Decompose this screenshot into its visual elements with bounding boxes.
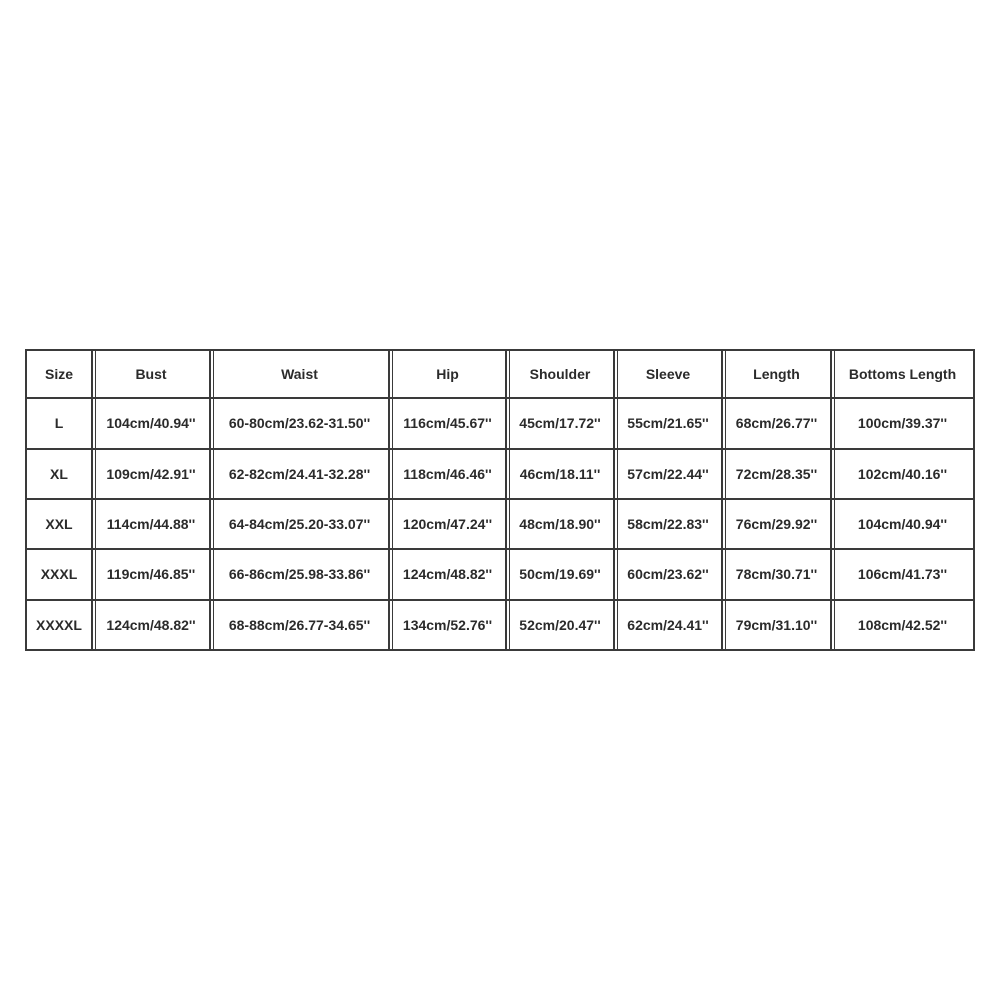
- cell-waist: 66-86cm/25.98-33.86'': [211, 550, 390, 600]
- cell-hip: 118cm/46.46'': [390, 450, 507, 500]
- header-sleeve: Sleeve: [615, 349, 723, 399]
- cell-bust: 124cm/48.82'': [93, 601, 211, 651]
- cell-bottoms-length: 106cm/41.73'': [832, 550, 975, 600]
- cell-bottoms-length: 100cm/39.37'': [832, 399, 975, 449]
- header-size: Size: [25, 349, 93, 399]
- cell-bust: 109cm/42.91'': [93, 450, 211, 500]
- cell-size: L: [25, 399, 93, 449]
- cell-shoulder: 45cm/17.72'': [507, 399, 615, 449]
- cell-bottoms-length: 102cm/40.16'': [832, 450, 975, 500]
- header-bottoms-length: Bottoms Length: [832, 349, 975, 399]
- table-row: [25, 500, 975, 550]
- cell-waist: 68-88cm/26.77-34.65'': [211, 601, 390, 651]
- cell-length: 78cm/30.71'': [723, 550, 832, 600]
- cell-bust: 114cm/44.88'': [93, 500, 211, 550]
- cell-bottoms-length: 108cm/42.52'': [832, 601, 975, 651]
- cell-size: XXL: [25, 500, 93, 550]
- cell-length: 72cm/28.35'': [723, 450, 832, 500]
- table-row: [25, 550, 975, 600]
- cell-waist: 60-80cm/23.62-31.50'': [211, 399, 390, 449]
- cell-sleeve: 58cm/22.83'': [615, 500, 723, 550]
- cell-length: 79cm/31.10'': [723, 601, 832, 651]
- cell-length: 68cm/26.77'': [723, 399, 832, 449]
- cell-size: XXXL: [25, 550, 93, 600]
- cell-sleeve: 57cm/22.44'': [615, 450, 723, 500]
- cell-shoulder: 52cm/20.47'': [507, 601, 615, 651]
- header-shoulder: Shoulder: [507, 349, 615, 399]
- table-row: [25, 399, 975, 449]
- cell-waist: 64-84cm/25.20-33.07'': [211, 500, 390, 550]
- table-row: [25, 450, 975, 500]
- cell-bust: 104cm/40.94'': [93, 399, 211, 449]
- size-chart-table: [25, 349, 975, 651]
- header-hip: Hip: [390, 349, 507, 399]
- table-row: [25, 601, 975, 651]
- cell-hip: 134cm/52.76'': [390, 601, 507, 651]
- header-waist: Waist: [211, 349, 390, 399]
- cell-size: XL: [25, 450, 93, 500]
- cell-bottoms-length: 104cm/40.94'': [832, 500, 975, 550]
- cell-shoulder: 50cm/19.69'': [507, 550, 615, 600]
- cell-hip: 116cm/45.67'': [390, 399, 507, 449]
- cell-hip: 120cm/47.24'': [390, 500, 507, 550]
- cell-size: XXXXL: [25, 601, 93, 651]
- cell-sleeve: 55cm/21.65'': [615, 399, 723, 449]
- header-bust: Bust: [93, 349, 211, 399]
- cell-shoulder: 48cm/18.90'': [507, 500, 615, 550]
- header-row: [25, 349, 975, 399]
- cell-bust: 119cm/46.85'': [93, 550, 211, 600]
- cell-length: 76cm/29.92'': [723, 500, 832, 550]
- cell-sleeve: 62cm/24.41'': [615, 601, 723, 651]
- cell-shoulder: 46cm/18.11'': [507, 450, 615, 500]
- cell-sleeve: 60cm/23.62'': [615, 550, 723, 600]
- cell-hip: 124cm/48.82'': [390, 550, 507, 600]
- cell-waist: 62-82cm/24.41-32.28'': [211, 450, 390, 500]
- header-length: Length: [723, 349, 832, 399]
